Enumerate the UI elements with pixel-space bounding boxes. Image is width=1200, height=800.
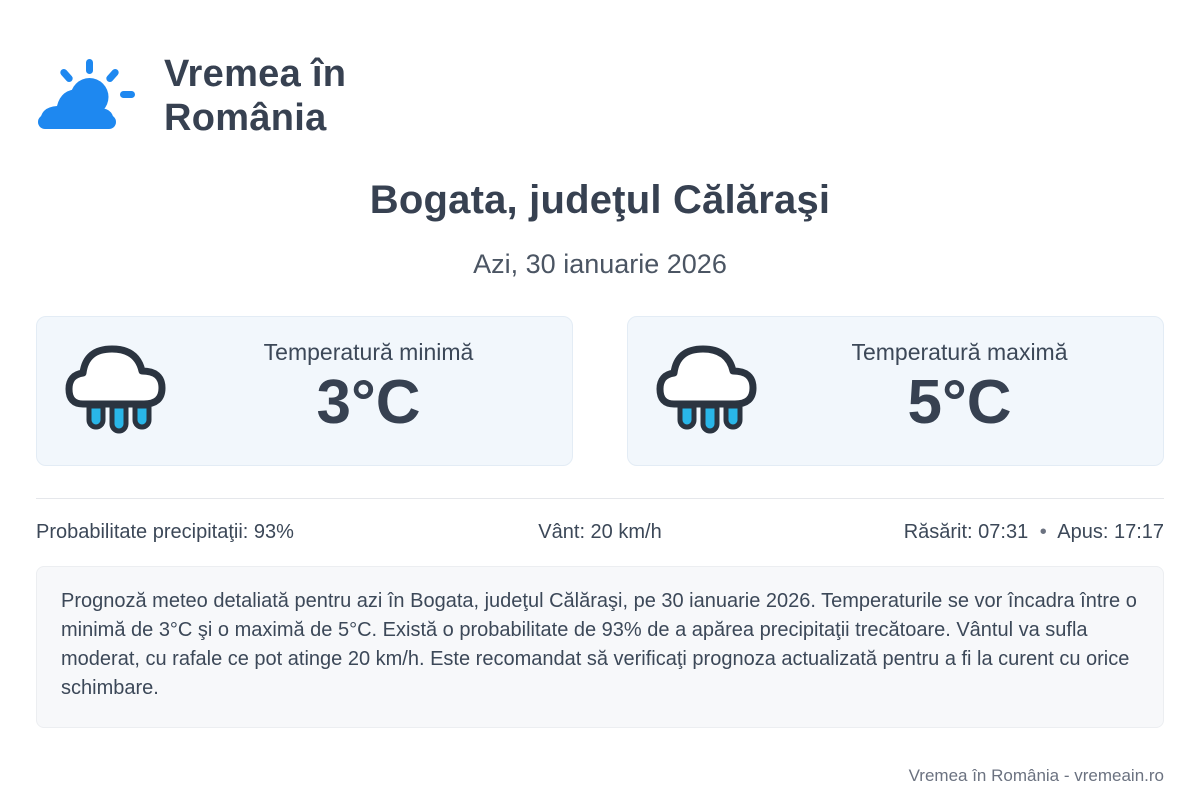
- min-temperature-card: [36, 316, 573, 466]
- cloud-with-rain-icon: [650, 336, 770, 446]
- sunrise-value: Răsărit: 07:31: [903, 521, 1029, 543]
- brand-header: [36, 0, 1164, 140]
- date-subtitle: Azi, 30 ianuarie 2026: [473, 249, 727, 279]
- cloud-with-rain-icon: [59, 336, 179, 446]
- wind-stat: Vânt: 20 km/h: [538, 521, 662, 543]
- forecast-description: Prognoză meteo detaliată pentru azi în Bogata, judeţul Călăraşi, pe 30 ianuarie 2026. Temperaturile se vor încadra între o minimă de 3°C şi o maximă de 5°C. Există o probabilitate de 93% de a apărea precipitaţii trecătoare. Vântul va sufla moderat, cu rafale ce pot atinge 20 km/h. Este recomandat să verificaţi prognoza actualizată pentru a fi la curent cu orice schimbare.: [36, 566, 1164, 728]
- precipitation-stat: Probabilitate precipitaţii: 93%: [36, 521, 294, 543]
- footer-credit: Vremea în România - vremeain.ro: [908, 766, 1164, 785]
- max-temperature-label: Temperatură maximă: [851, 338, 1068, 365]
- max-temperature-text: [770, 339, 1149, 444]
- weather-stats-row: [36, 498, 1164, 544]
- page-title: Bogata, judeţul Călăraşi: [369, 178, 831, 222]
- min-temperature-text: [179, 339, 558, 444]
- temperature-cards: [36, 316, 1164, 466]
- max-temperature-card: [627, 316, 1164, 466]
- sun-times-stat: [788, 521, 1164, 544]
- min-temperature-value: 3°C: [316, 367, 421, 437]
- sun-behind-cloud-icon: [36, 57, 146, 135]
- max-temperature-value: 5°C: [907, 367, 1012, 437]
- brand-title: Vremea în România: [164, 53, 347, 139]
- sunset-value: Apus: 17:17: [1057, 521, 1164, 543]
- min-temperature-label: Temperatură minimă: [263, 338, 474, 365]
- stat-separator: •: [1039, 521, 1047, 543]
